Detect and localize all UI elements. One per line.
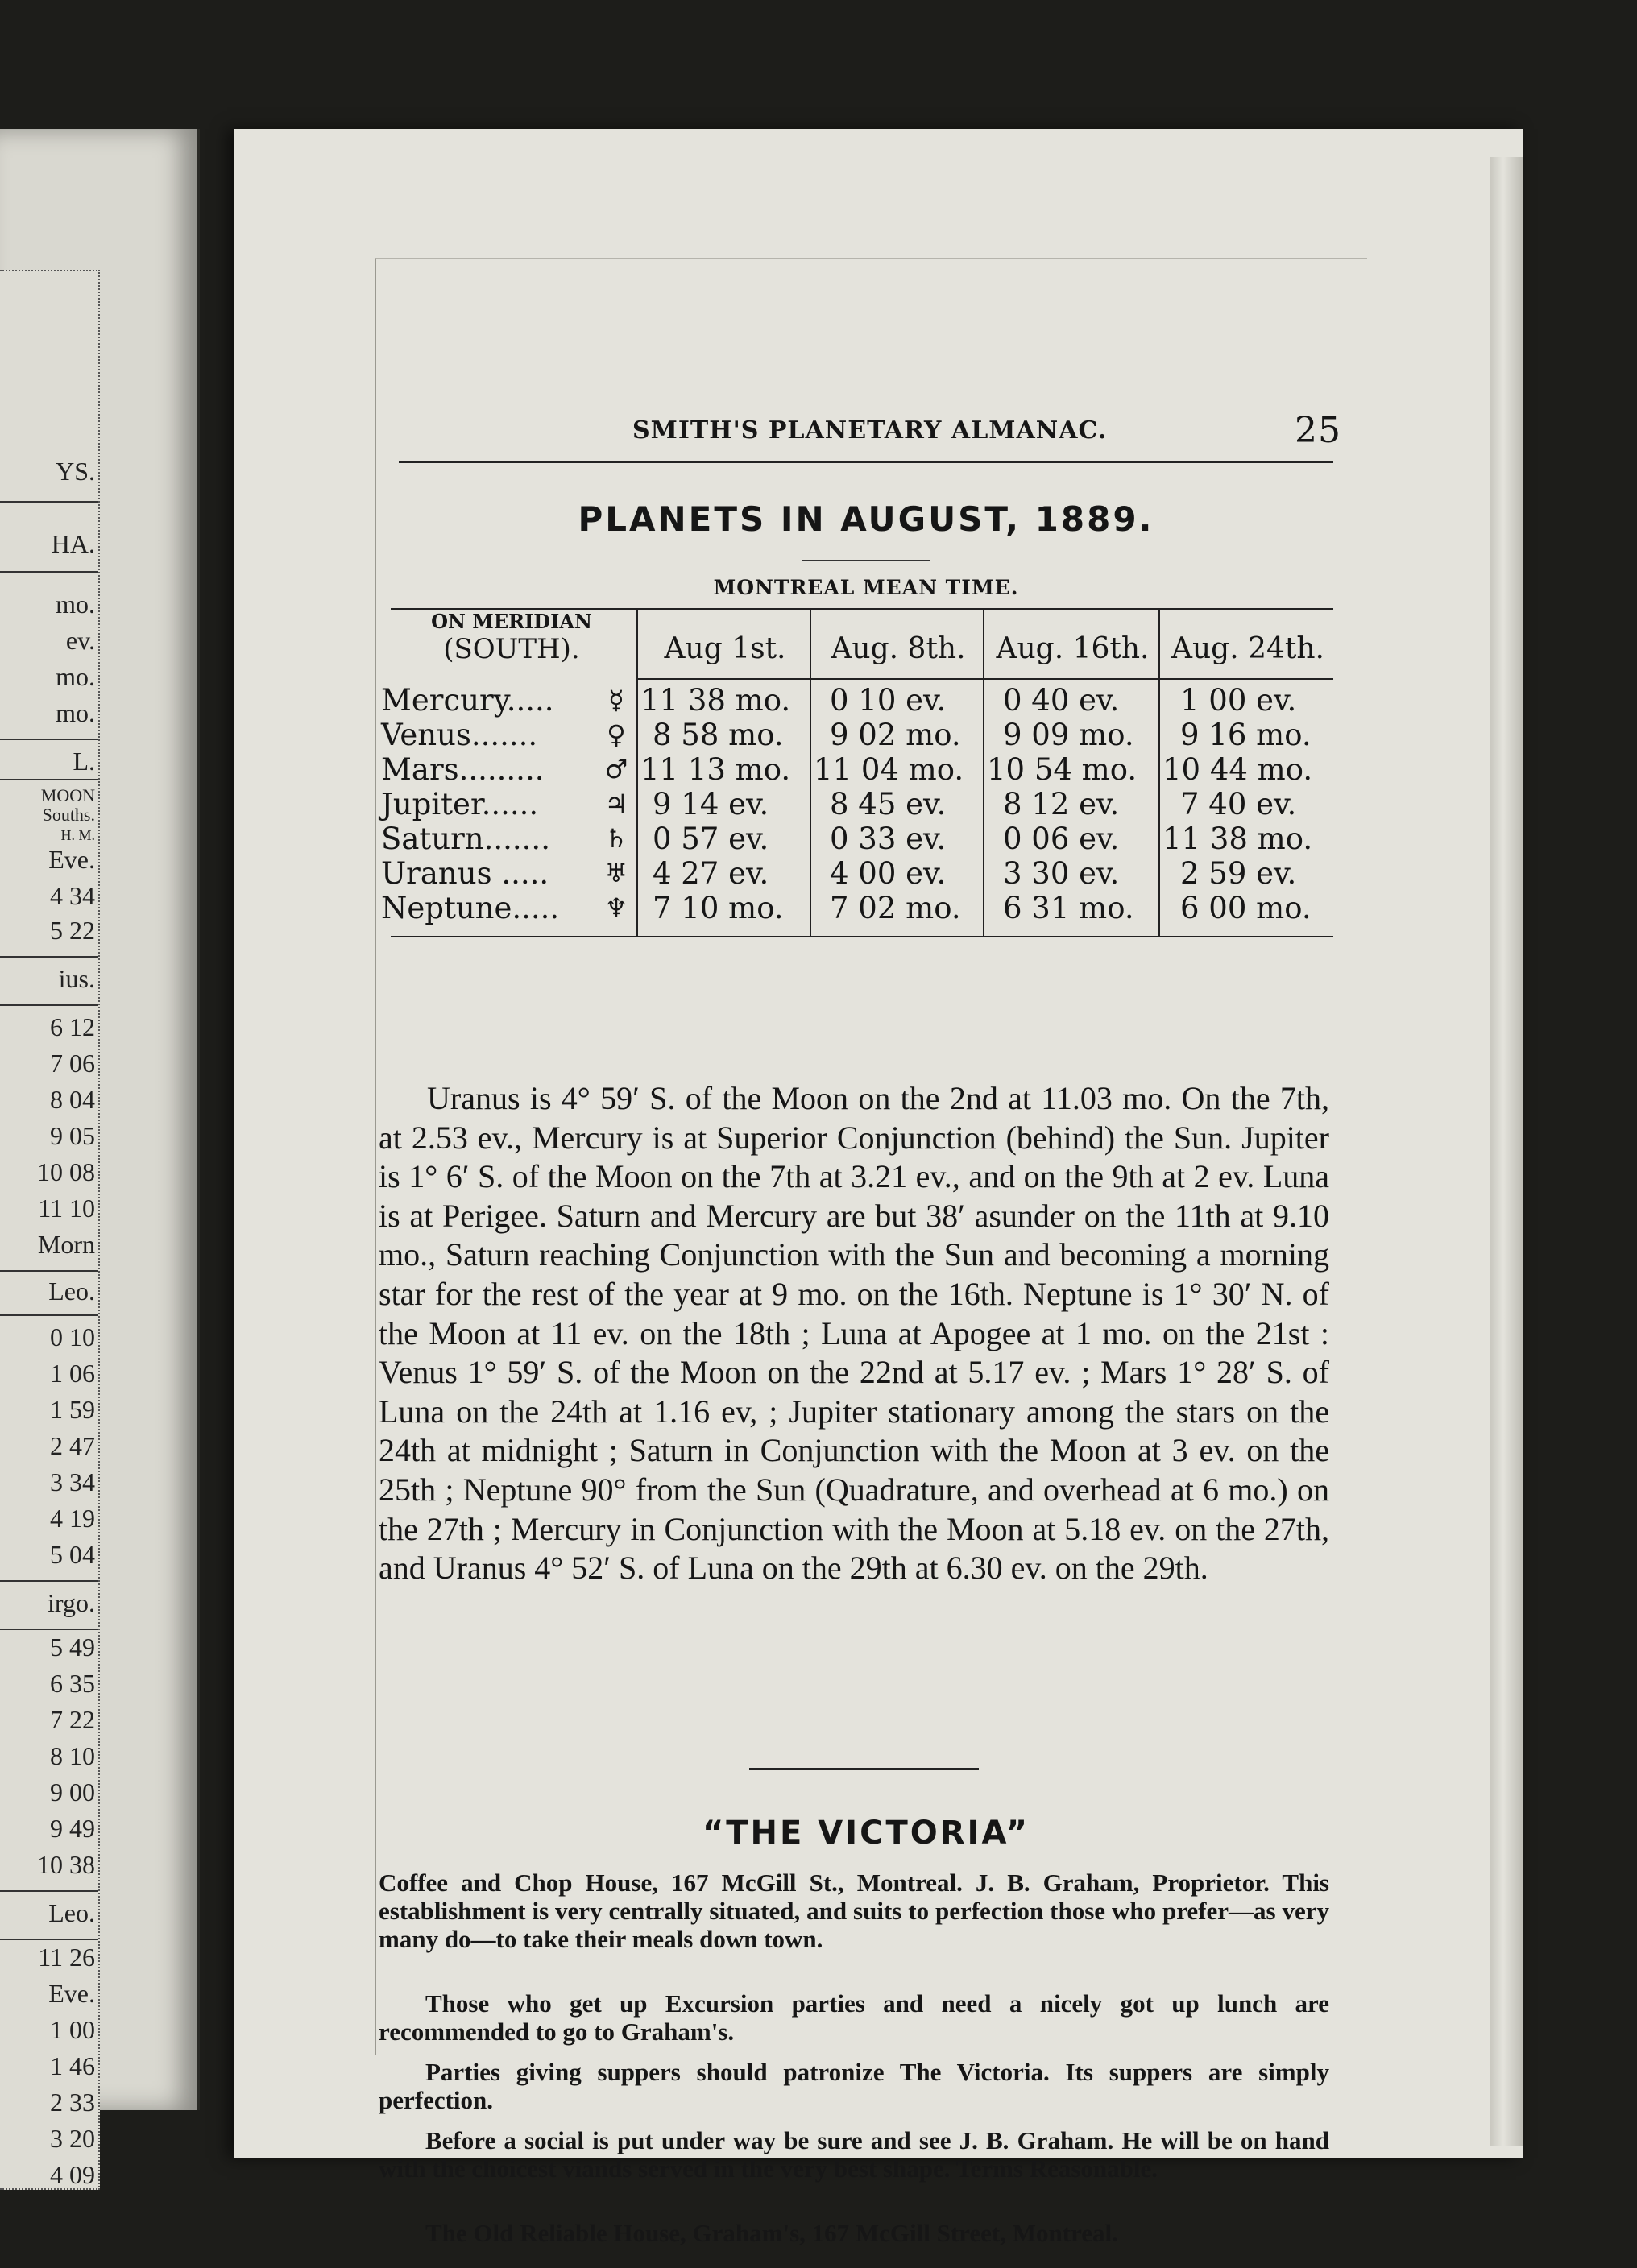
table-bottom-rule: [391, 936, 1333, 937]
left-row: Eve.: [48, 845, 95, 874]
advert-footer: The Old Reliable House, Graham's, 167 McGill Street, Montreal.: [425, 2219, 1118, 2247]
table-cell: 11 38 mo.: [1162, 822, 1313, 856]
left-row: 7 22: [50, 1705, 95, 1734]
mars-symbol-icon: ♂: [604, 754, 628, 784]
section-divider: [749, 1768, 979, 1770]
table-cell: 0 10 ev.: [830, 683, 947, 718]
table-cell: 7 40 ev.: [1180, 787, 1297, 822]
left-row: Leo.: [48, 1898, 95, 1927]
table-cell: 11 38 mo.: [640, 683, 791, 718]
table-cell: 8 12 ev.: [1003, 787, 1120, 822]
left-row: 9 00: [50, 1778, 95, 1807]
left-row: 1 00: [50, 2015, 95, 2044]
uranus-symbol-icon: ♅: [604, 858, 628, 888]
col-aug-8th: Aug. 8th.: [831, 632, 966, 665]
left-row: ius.: [58, 964, 95, 993]
left-row: 6 12: [50, 1012, 95, 1041]
title-divider: [802, 560, 930, 561]
planet-name: Uranus .....: [381, 856, 549, 891]
left-row: mo.: [56, 698, 95, 727]
table-cell: 9 16 mo.: [1180, 718, 1312, 752]
table-cell: 6 00 mo.: [1180, 891, 1312, 925]
left-page-column: [0, 270, 100, 2190]
table-cell: 7 10 mo.: [653, 891, 784, 925]
left-row: 11 10: [38, 1194, 95, 1223]
left-row: 4 34: [50, 881, 95, 910]
table-cell: 9 14 ev.: [653, 787, 769, 822]
left-facing-page: [0, 129, 200, 2189]
left-row: 8 04: [50, 1085, 95, 1114]
table-cell: 1 00 ev.: [1180, 683, 1297, 718]
left-row: 1 06: [50, 1359, 95, 1388]
left-row: 5 49: [50, 1633, 95, 1662]
left-row: H. M.: [60, 827, 95, 843]
planet-name: Saturn.......: [381, 822, 550, 856]
table-cell: 0 33 ev.: [830, 822, 947, 856]
advert-paragraph: Before a social is put under way be sure and see J. B. Graham. He will be on hand with the choicest viands served in the very best shape. Terms Reasonable.: [379, 2126, 1329, 2183]
table-cell: 11 04 mo.: [814, 752, 964, 787]
left-row: mo.: [56, 590, 95, 619]
left-row: mo.: [56, 662, 95, 691]
venus-symbol-icon: ♀: [607, 719, 626, 750]
advert-paragraph: Parties giving suppers should patronize The Victoria. Its suppers are simply perfection.: [379, 2058, 1329, 2114]
almanac-page: [234, 129, 1523, 2247]
table-cell: 4 00 ev.: [830, 856, 947, 891]
table-col-divider: [636, 608, 638, 936]
left-row: 4 19: [50, 1504, 95, 1533]
left-row: 9 05: [50, 1121, 95, 1150]
table-cell: 10 54 mo.: [987, 752, 1138, 787]
left-row: 9 49: [50, 1814, 95, 1843]
section-title: PLANETS IN AUGUST, 1889.: [578, 499, 1154, 539]
planet-name: Mercury.....: [381, 683, 554, 718]
left-row: 6 35: [50, 1669, 95, 1698]
left-row: 4 09: [50, 2160, 95, 2189]
table-cell: 3 30 ev.: [1003, 856, 1120, 891]
table-header-rule: [636, 678, 1333, 680]
table-cell: 7 02 mo.: [830, 891, 961, 925]
planet-name: Venus.......: [381, 718, 538, 752]
table-cell: 0 57 ev.: [653, 822, 769, 856]
left-row: 7 06: [50, 1049, 95, 1078]
table-cell: 9 09 mo.: [1003, 718, 1134, 752]
left-row: 8 10: [50, 1741, 95, 1770]
left-row: 2 33: [50, 2088, 95, 2117]
table-cell: 10 44 mo.: [1162, 752, 1313, 787]
running-title: SMITH'S PLANETARY ALMANAC.: [632, 416, 1108, 445]
table-cell: 11 13 mo.: [640, 752, 791, 787]
table-cell: 0 40 ev.: [1003, 683, 1120, 718]
saturn-symbol-icon: ♄: [604, 823, 628, 854]
col-aug-16th: Aug. 16th.: [996, 632, 1150, 665]
section-subtitle: MONTREAL MEAN TIME.: [713, 576, 1019, 599]
left-row: YS.: [56, 457, 95, 486]
advert-title: “THE VICTORIA”: [702, 1815, 1030, 1852]
left-row: Leo.: [48, 1277, 95, 1306]
planet-name: Mars.........: [381, 752, 545, 787]
page-edge: [1490, 157, 1523, 2146]
mercury-symbol-icon: ☿: [608, 685, 624, 715]
neptune-symbol-icon: ♆: [604, 892, 628, 923]
left-row: 11 26: [38, 1943, 95, 1972]
left-row: 0 10: [50, 1322, 95, 1351]
left-row: 10 38: [37, 1850, 95, 1879]
table-cell: 6 31 mo.: [1003, 891, 1134, 925]
jupiter-symbol-icon: ♃: [604, 788, 628, 819]
planetary-events-paragraph: Uranus is 4° 59′ S. of the Moon on the 2nd at 11.03 mo. On the 7th, at 2.53 ev., Mercury is at Superior Conjunction (behind) the Sun. Jupiter is 1° 6′ S. of the Moon on the 7th at 3.21 ev., and on the 9th at 2 ev. Luna is at Perigee. Saturn and Mercury are but 38′ asunder on the 11th at 9.10 mo., Saturn reaching Conjunction with the Sun and becoming a morning star for the rest of the year at 9 mo. on the 16th. Neptune is 1° 30′ N. of the Moon at 11 ev. on the 18th ; Luna at Apogee at 1 mo. on the 21st : Venus 1° 59′ S. of the Moon on the 22nd at 5.17 ev. ; Mars 1° 28′ S. of Luna on the 24th at 1.16 ev, ; Jupiter stationary among the stars on the 24th at midnight ; Saturn in Conjunction with the Moon at 3 ev. on the 25th ; Neptune 90° from the Sun (Quadrature, and overhead at 6 mo.) on the 27th ; Mercury in Conjunction with the Moon at 5.18 ev. on the 27th, and Uranus 4° 52′ S. of Luna on the 29th at 6.30 ev. on the 29th.: [379, 1080, 1329, 1587]
advert-paragraph: Coffee and Chop House, 167 McGill St., Montreal. J. B. Graham, Proprietor. This establishment is very centrally situated, and suits to perfection those who prefer—as very many do—to take their meals down town.: [379, 1869, 1329, 1953]
table-cell: 8 45 ev.: [830, 787, 947, 822]
left-row: 10 08: [37, 1157, 95, 1186]
advert-paragraph: Those who get up Excursion parties and need a nicely got up lunch are recommended to go to Graham's.: [379, 1989, 1329, 2046]
header-rule: [399, 461, 1333, 463]
left-row: HA.: [51, 529, 95, 558]
col-aug-24th: Aug. 24th.: [1171, 632, 1325, 665]
left-row: L.: [73, 747, 95, 776]
table-row-header: [391, 608, 632, 663]
table-cell: 9 02 mo.: [830, 718, 961, 752]
page-number: 25: [1295, 410, 1341, 451]
left-row: 3 20: [50, 2124, 95, 2153]
header-south: (SOUTH).: [443, 633, 580, 665]
table-cell: 8 58 mo.: [653, 718, 784, 752]
col-aug-1st: Aug 1st.: [664, 632, 786, 665]
planet-name: Neptune.....: [381, 891, 560, 925]
left-row: 1 59: [50, 1395, 95, 1424]
planet-name: Jupiter......: [381, 787, 539, 822]
left-row: 5 04: [50, 1540, 95, 1569]
left-row: 3 34: [50, 1467, 95, 1496]
left-row: 2 47: [50, 1431, 95, 1460]
left-row: MOON: [40, 785, 95, 805]
left-row: Morn: [37, 1230, 95, 1259]
page-content: [379, 270, 1345, 2247]
left-row: Eve.: [48, 1979, 95, 2008]
table-cell: 2 59 ev.: [1180, 856, 1297, 891]
header-meridian: ON MERIDIAN: [431, 610, 592, 633]
left-row: 5 22: [50, 916, 95, 945]
left-row: irgo.: [48, 1588, 95, 1617]
left-row: 1 46: [50, 2051, 95, 2080]
table-cell: 4 27 ev.: [653, 856, 769, 891]
left-row: ev.: [65, 626, 95, 655]
table-cell: 0 06 ev.: [1003, 822, 1120, 856]
left-row: Souths.: [42, 805, 95, 825]
